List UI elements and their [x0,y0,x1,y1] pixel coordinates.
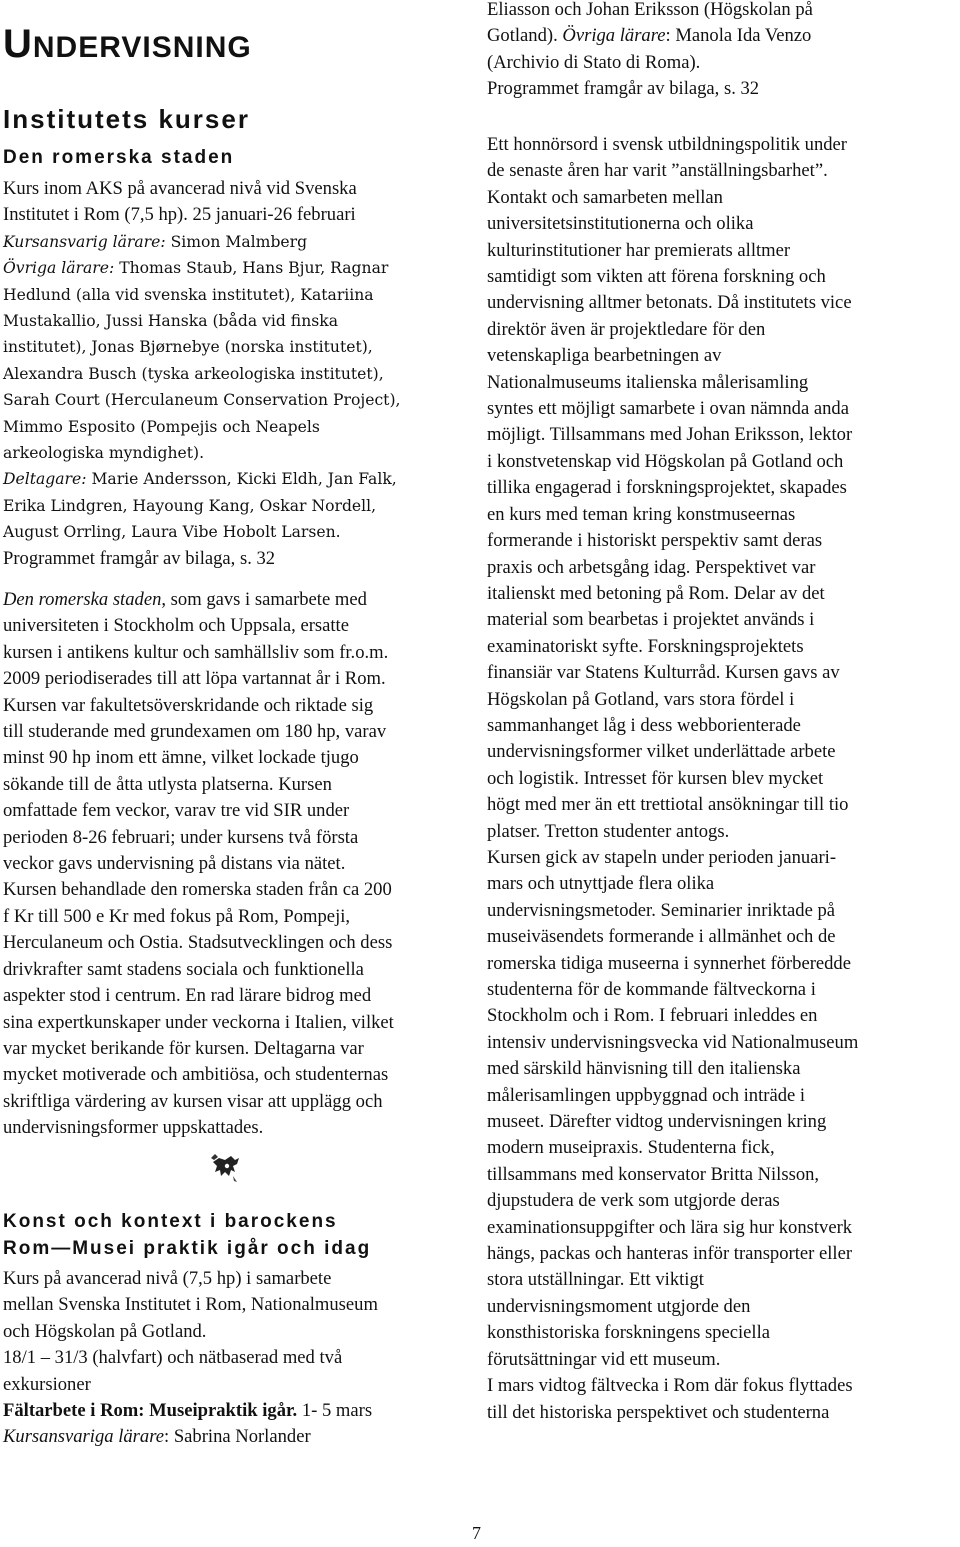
right-body-line: till det historiska perspektivet och studenterna [487,1401,830,1423]
course1-body-line: Kursen var fakultetsöverskridande och riktade sig [3,694,374,716]
right-body-line: examinatoriskt syfte. Forskningsprojektets [487,635,804,657]
right-body-line: museet. Därefter vidtog undervisningen kring [487,1111,827,1133]
right-body-line: hängs, packas och hanteras inför transporter eller [487,1243,853,1265]
right-body-line: finansiär var Statens Kulturråd. Kursen gavs av [487,662,840,684]
right-body-line: förutsättningar vid ett museum. [487,1348,721,1370]
right-body-line: undervisningsformer vilket underlättade arbete [487,741,836,763]
course1-other-line: Sarah Court (Herculaneum Conservation Project), [3,391,401,410]
right-body-line: romerska tidiga museerna i synnerhet förberedde [487,952,851,974]
course1-other-line: Mustakallio, Jussi Hanska (båda vid finska [3,312,338,331]
course1-body-line: Kursen behandlade den romerska staden från ca 200 [3,879,392,901]
right-body-line: italienskt med betoning på Rom. Delar av det [487,582,825,604]
right-body-line: vetenskapliga bearbetningen av [487,345,722,367]
right-body-line: mars och utnyttjade flera olika [487,873,715,895]
course2-details [3,1266,473,1451]
right-body-line: möjligt. Tillsammans med Johan Eriksson, lektor [487,424,853,446]
course1-body-line: veckor gavs undervisning på distans via nätet. [3,853,346,875]
right-top-line: Eliasson och Johan Eriksson (Högskolan på [487,0,813,20]
page-title [3,22,252,67]
course1-participants-line: Erika Lindgren, Hayoung Kang, Oskar Nordell, [3,496,377,515]
course2-fieldwork: Fältarbete i Rom: Museipraktik igår. 1- 5 mars [3,1400,373,1422]
course1-other-teachers: Övriga lärare: Thomas Staub, Hans Bjur, Ragnar [3,259,389,278]
course1-other-line: Alexandra Busch (tyska arkeologiska institutet), [3,364,384,383]
course1-body-line: omfattade fem veckor, varav tre vid SIR under [3,800,350,822]
course1-body-line: undervisningsformer uppskattades. [3,1117,264,1139]
right-body-line: målerisamlingen uppbyggnad och inträde i [487,1084,806,1106]
right-body-line: tillika engagerad i forskningsprojektet, skapades [487,477,847,499]
course1-program-note: Programmet framgår av bilaga, s. 32 [3,547,276,569]
right-body-line: platser. Tretton studenter antogs. [487,820,730,842]
course1-body-line: drivkrafter samt stadens sociala och funktionella [3,958,364,980]
course1-body-line: mycket motiverade och ambitiösa, och studenternas [3,1064,389,1086]
course1-other-line: institutet), Jonas Bjørnebye (norska institutet), [3,338,373,357]
right-body-line: syntes ett möjligt samarbete i ovan nämnda anda [487,398,849,420]
right-body-line: de senaste åren har varit ”anställningsbarhet”. [487,160,828,182]
right-body-line: examinationsuppgifter och lära sig hur konstverk [487,1216,853,1238]
right-body-line: I mars vidtog fältvecka i Rom där fokus flyttades [487,1375,853,1397]
course1-participants-line: August Orrling, Laura Vibe Hobolt Larsen. [3,523,341,542]
course1-other-line: arkeologiska myndighet). [3,444,205,463]
right-body-line: stora utställningar. Ett viktigt [487,1269,704,1291]
right-body-line: praxis och arbetsgång idag. Perspektivet var [487,556,816,578]
course1-body-line: f Kr till 500 e Kr med fokus på Rom, Pompeji, [3,905,351,927]
she-wolf-ornament-icon [205,1148,245,1188]
right-body-line: Nationalmuseums italienska målerisamling [487,371,809,393]
page-title-initial: U [3,22,33,66]
course1-intro-line: Institutet i Rom (7,5 hp). 25 januari-26 februari [3,204,356,226]
course2-heading-line: Rom—Musei praktik igår och idag [3,1238,372,1259]
right-program-note: Programmet framgår av bilaga, s. 32 [487,78,760,100]
right-body-line: undervisningsmoment utgjorde den [487,1295,751,1317]
course1-other-line: Mimmo Esposito (Pompejis och Neapels [3,417,320,436]
course2-intro-line: och Högskolan på Gotland. [3,1320,207,1342]
right-body-line: formerande i historiskt perspektiv samt deras [487,530,823,552]
course1-body-line: skriftliga värdering av kursen visar att upplägg och [3,1090,383,1112]
right-column [487,0,957,103]
course1-intro-line: Kurs inom AKS på avancerad nivå vid Svenska [3,178,357,199]
right-body-line: universitetsinstitutionerna och olika [487,213,754,235]
course1-participants: Deltagare: Marie Andersson, Kicki Eldh, Jan Falk, [3,470,397,489]
right-body-line: sammanhanget låg i dess webborienterade [487,714,801,736]
right-body-line: material som bearbetas i projektet används i [487,609,815,631]
course1-body-line: var mycket berikande för kursen. Deltagarna var [3,1037,364,1059]
course2-intro-line: Kurs på avancerad nivå (7,5 hp) i samarbete [3,1268,332,1289]
course2-responsible: Kursansvariga lärare: Sabrina Norlander [3,1426,311,1448]
course1-other-line: Hedlund (alla vid svenska institutet), Katariina [3,285,374,304]
right-body-line: Ett honnörsord i svensk utbildningspolitik under [487,134,847,155]
right-body-line: Kontakt och samarbeten mellan [487,186,723,208]
course1-body-line: till studerande med grundexamen om 180 hp, varav [3,721,387,743]
right-body-line: djupstudera de verk som utgjorde deras [487,1190,780,1212]
right-body-line: Stockholm och i Rom. I februari inleddes en [487,1005,818,1027]
right-body-line: Kursen gick av stapeln under perioden januari- [487,846,837,868]
course1-body [3,587,473,1142]
right-body-line: museiväsendets formerande i allmänhet och de [487,926,836,948]
course1-body-line: universiteten i Stockholm och Uppsala, ersatte [3,615,349,637]
page-number: 7 [472,1523,481,1543]
right-body-line: tillsammans med konservator Britta Nilsson, [487,1163,820,1185]
right-body-line: direktör även är projektledare för den [487,318,766,340]
course2-intro-line: 18/1 – 31/3 (halvfart) och nätbaserad med två [3,1347,343,1369]
right-body-line: modern museipraxis. Studenterna fick, [487,1137,775,1159]
course1-heading: Den romerska staden [3,147,235,168]
right-column-body [487,132,957,1426]
right-body-line: och logistik. Intresset för kursen blev mycket [487,767,824,789]
right-body-line: intensiv undervisningsvecka vid Nationalmuseum [487,1031,859,1053]
right-body-line: kulturinstitutioner har premierats alltmer [487,239,791,261]
course1-body-first-line: Den romerska staden, som gavs i samarbete med [3,589,367,610]
course2-heading [3,1208,371,1262]
course2-heading-line: Konst och kontext i barockens [3,1211,338,1232]
right-body-line: undervisningsmetoder. Seminarier inriktade på [487,899,836,921]
course1-responsible: Kursansvarig lärare: Simon Malmberg [3,232,308,251]
course1-body-line: aspekter stod i centrum. En rad lärare bidrog med [3,985,372,1007]
section-title: Institutets kurser [3,104,250,134]
course1-body-line: 2009 periodiserades till att löpa vartannat år i Rom. [3,668,386,690]
course1-body-line: sökande till de åtta utlysta platserna. Kursen [3,773,332,795]
right-body-line: Högskolan på Gotland, vars stora fördel i [487,688,795,710]
course2-intro-line: exkursioner [3,1373,91,1395]
right-body-line: en kurs med teman kring konstmuseernas [487,503,796,525]
right-body-line: samtidigt som vikten att förena forskning och [487,266,826,288]
right-body-line: konsthistoriska forskningens speciella [487,1322,770,1344]
course1-body-line: sina expertkunskaper under veckorna i Italien, vilket [3,1011,394,1033]
right-body-line: högt med mer än ett trettiotal ansökningar till tio [487,794,849,816]
right-body-line: studenterna för de kommande fältveckorna i [487,979,816,1000]
right-top-line: (Archivio di Stato di Roma). [487,51,701,73]
course1-body-line: kursen i antikens kultur och samhällsliv som fr.o.m. [3,641,389,663]
page-title-rest: NDERVISNING [32,31,252,64]
right-other-teachers: Gotland). Övriga lärare: Manola Ida Venzo [487,25,812,47]
right-body-line: undervisning alltmer betonats. Då institutets vice [487,292,852,314]
course2-intro-line: mellan Svenska Institutet i Rom, Nationalmuseum [3,1294,378,1316]
course1-details [3,176,473,572]
course1-body-line: Herculaneum och Ostia. Stadsutvecklingen och dess [3,932,393,954]
right-body-line: i konstvetenskap vid Högskolan på Gotland och [487,450,844,472]
right-body-line: med särskild hänvisning till den italienska [487,1058,801,1080]
course1-body-line: minst 90 hp inom ett ämne, vilket lockade tjugo [3,747,359,769]
course1-body-line: perioden 8-26 februari; under kursens två första [3,826,359,848]
